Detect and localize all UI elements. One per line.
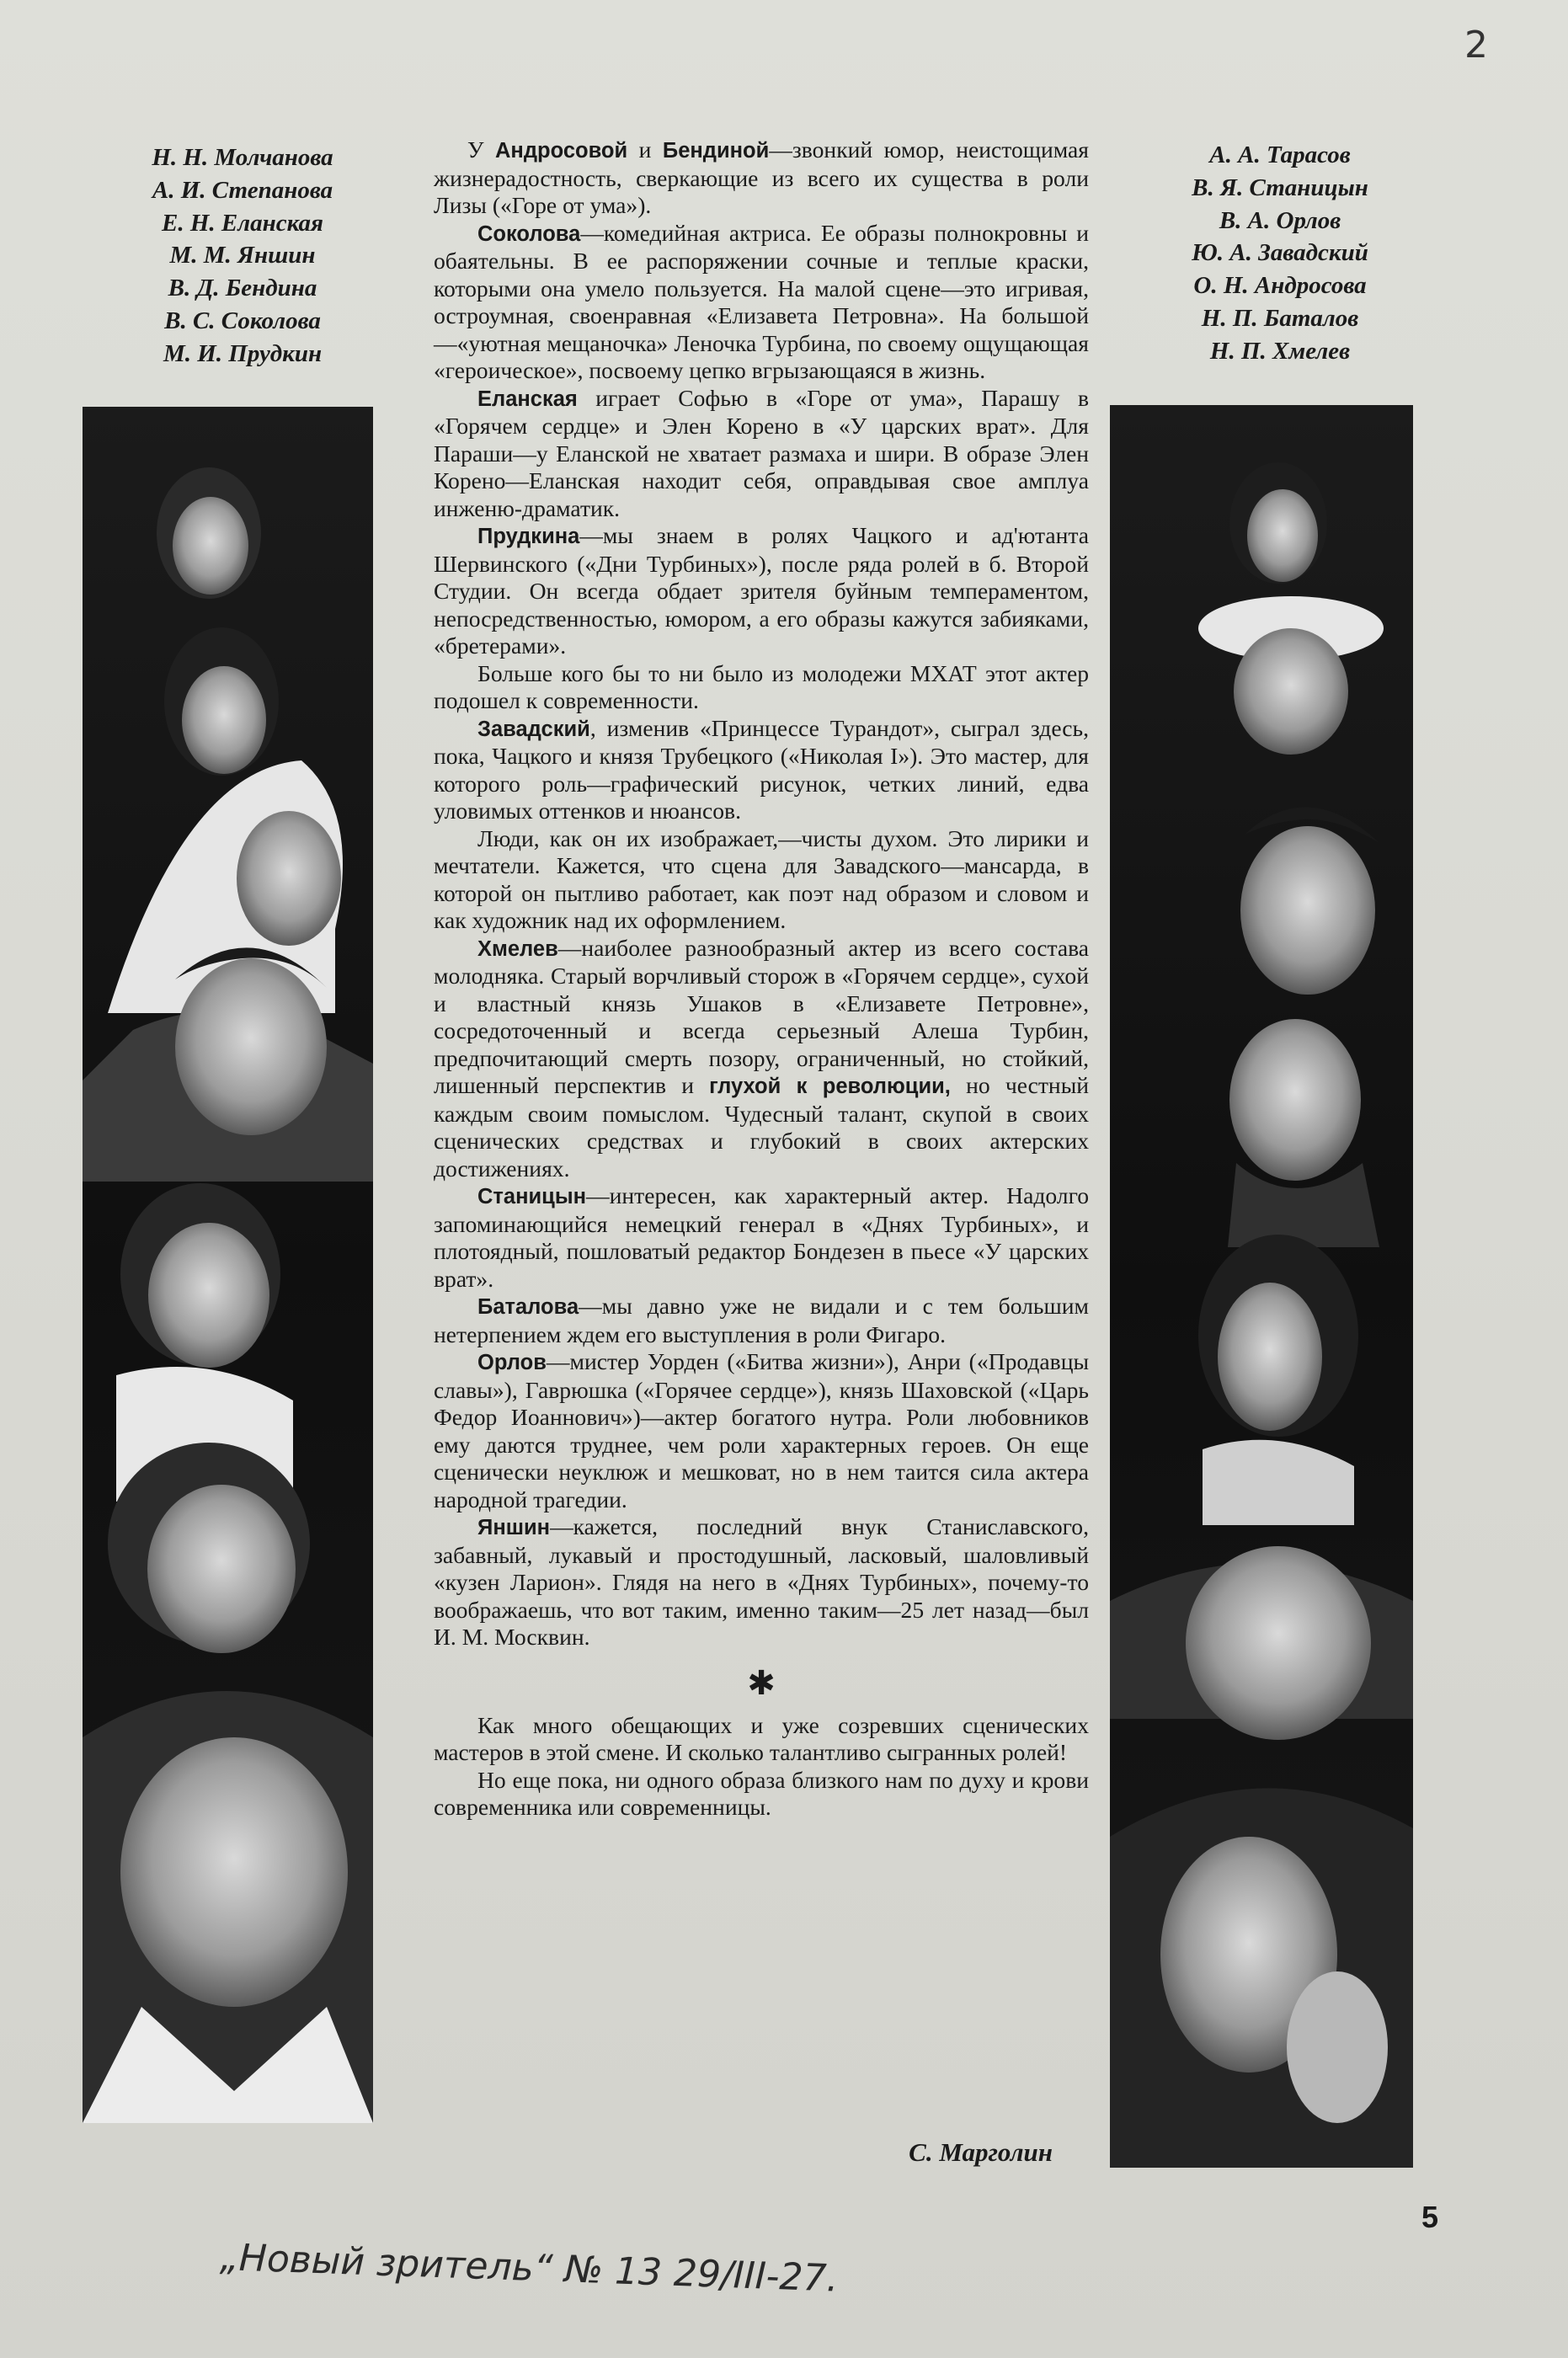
actor-name: Н. П. Баталов xyxy=(1201,304,1359,332)
actor-surname: Орлов xyxy=(477,1351,547,1374)
actor-name: Ю. А. Завадский xyxy=(1192,239,1368,267)
actor-surname: Еланская xyxy=(477,387,578,411)
article-paragraph xyxy=(434,1293,1089,1348)
actor-name: О. Н. Андросова xyxy=(1193,272,1367,300)
author-signature: С. Марголин xyxy=(909,2137,1053,2167)
actor-name: Н. Н. Молчанова xyxy=(152,144,333,171)
actor-name: А. И. Степанова xyxy=(152,176,333,204)
text-run: —комедийная актриса. Ее образы полнокровны и обаятельны. В ее распоряжении сочные и теплые краски, которыми она умело пользуется. На малой сцене—это игривая, остроумная, своенравная «Елизавета Петровна». На большой—«уютная мещаночка» Леночка Турбина, по своему ощущающая «героическое», посвоему цепко вгрызающаяся в жизнь. xyxy=(434,219,1089,383)
article-paragraph xyxy=(434,522,1089,660)
portrait-collage-right xyxy=(1110,405,1413,2168)
article-paragraph xyxy=(434,1182,1089,1293)
text-run: , изменив «Принцессе Турандот», сыграл здесь, пока, Чацкого и князя Трубецкого («Николая I»). Это мастер, для которого роль—графический рисунок, четких линий, едва уловимых оттенков и нюансов. xyxy=(434,714,1089,824)
actor-surname: Яншин xyxy=(477,1516,551,1539)
article-paragraph xyxy=(434,1513,1089,1651)
text-run: —мы давно уже не видали и с тем большим нетерпением ждем его выступления в роли Фигаро. xyxy=(434,1293,1089,1347)
article-paragraph xyxy=(434,715,1089,825)
text-run: —мистер Уорден («Битва жизни»), Анри («Продавцы славы»), Гаврюшка («Горячее сердце»), князь Шаховской («Царь Федор Иоаннович»)—актер богатого нутра. Роли любовников ему даются труднее, чем роли характерных героев. Он еще сценически неуклюж и мешковат, но в нем таится сила актера народной трагедии. xyxy=(434,1348,1089,1512)
actor-surname: Соколова xyxy=(477,221,581,246)
actor-names-right xyxy=(1141,139,1419,368)
text-run: но честный каждым своим помыслом. Чудесный талант, скупой в своих сценических средствах и глубокий в своих актерских достижениях. xyxy=(434,1072,1090,1182)
actor-name: М. И. Прудкин xyxy=(163,339,323,367)
text-run: и xyxy=(627,136,663,163)
article-paragraph xyxy=(434,1348,1089,1513)
actor-name: М. М. Яншин xyxy=(169,242,316,269)
article-body xyxy=(434,136,1089,1822)
portraits-right-image xyxy=(1110,405,1413,2168)
text-run: —интересен, как характерный актер. Надолго запоминающийся немецкий генерал в «Днях Турбиных», и плотоядный, пошловатый редактор Бондезен в пьесе «У царских врат». xyxy=(434,1182,1089,1292)
article-paragraph xyxy=(434,935,1089,1183)
actor-surname: Баталова xyxy=(477,1295,579,1319)
actor-name: Н. П. Хмелев xyxy=(1209,337,1351,365)
actor-name: А. А. Тарасов xyxy=(1209,141,1351,168)
emphasis: глухой к революции, xyxy=(709,1075,951,1098)
actor-name: В. А. Орлов xyxy=(1219,206,1341,234)
text-run: У xyxy=(467,136,495,163)
actor-name: Е. Н. Еланская xyxy=(161,209,323,237)
handwritten-annotation xyxy=(219,2236,840,2303)
text-run: —кажется, последний внук Станиславского, забавный, лукавый и простодушный, ласковый, шаловливый «кузен Ларион». Глядя на него в «Днях Турбиных», почему-то воображаешь, что вот таким, именно таким—25 лет назад—был И. М. Москвин. xyxy=(434,1513,1089,1650)
page-number: 5 xyxy=(1421,2200,1439,2234)
actor-surname: Завадский xyxy=(477,717,590,741)
article-paragraph: Люди, как он их изображает,—чисты духом. Это лирики и мечтатели. Кажется, что сцена для Завадского—мансарда, в которой он пытливо работает, как поэт над образом и словом и как художник над их оформлением. xyxy=(434,824,1089,933)
actor-surname: Бендиной xyxy=(662,139,770,163)
actor-name: В. Д. Бендина xyxy=(168,275,317,302)
portraits-left-image xyxy=(83,407,373,2123)
text-run: —наиболее разнообразный актер из всего состава молодняка. Старый ворчливый сторож в «Горячем сердце», сухой и властный князь Ушаков в «Елизавете Петровне», сосредоточенный и всегда серьезный Алеша Турбин, предпочитающий смерть позору, ограниченный, но стойкий, лишенный перспектив и xyxy=(434,934,1089,1098)
handwritten-note-text: „Новый зритель“ № 13 29/III-27. xyxy=(219,2236,840,2301)
text-run: —звонкий юмор, неистощимая жизнерадостность, сверкающие из всего их существа в роли Лизы («Горе от ума»). xyxy=(434,136,1089,218)
actor-surname: Хмелев xyxy=(477,936,558,961)
text-run: —мы знаем в ролях Чацкого и ад'ютанта Шервинского («Дни Турбиных»), после ряда ролей в б. Второй Студии. Он всегда обдает зрителя буйным темпераментом, непосредственностью, юмором, а его образы кажутся забияками, «бретерами». xyxy=(434,522,1089,659)
article-paragraph: Но еще пока, ни одного образа близкого нам по духу и крови современника или современницы. xyxy=(434,1766,1089,1820)
article-paragraph xyxy=(434,385,1089,523)
article-paragraph: Больше кого бы то ни было из молодежи МХАТ этот актер подошел к современности. xyxy=(434,659,1089,713)
actor-names-left xyxy=(108,141,377,371)
actor-name: В. С. Соколова xyxy=(164,307,321,334)
corner-page-number: 2 xyxy=(1464,24,1488,67)
text-run: играет Софью в «Горе от ума», Парашу в «Горячем сердце» и Элен Корено в «У царских врат». Для Параши—у Еланской не хватает размаха и шири. В образе Элен Корено—Еланская находит себя, оправдывая свое амплуа инженю-драматик. xyxy=(434,384,1089,521)
article-paragraph xyxy=(434,220,1089,385)
portrait-collage-left xyxy=(83,407,373,2123)
actor-surname: Станицын xyxy=(477,1185,587,1208)
actor-name: В. Я. Станицын xyxy=(1192,173,1368,201)
actor-surname: Андросовой xyxy=(495,139,628,163)
actor-surname: Прудкина xyxy=(477,525,580,548)
article-paragraph: Как много обещающих и уже созревших сценических мастеров в этой смене. И сколько талантливо сыгранных ролей! xyxy=(434,1711,1089,1765)
article-paragraph xyxy=(434,136,1089,220)
section-ornament: ✱ xyxy=(747,1663,776,1703)
